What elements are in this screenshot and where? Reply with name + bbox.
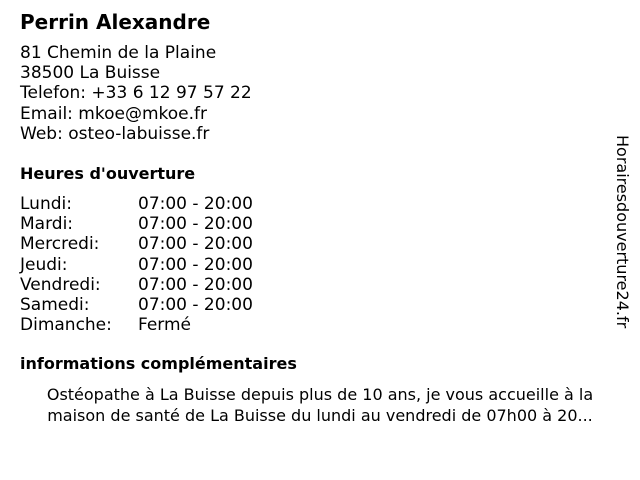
website-text: Web: osteo-labuisse.fr — [20, 123, 210, 144]
hours-heading: Heures d'ouverture — [20, 164, 196, 183]
hours-day: Jeudi: — [20, 254, 68, 275]
hours-day: Mardi: — [20, 214, 74, 235]
hours-row-monday — [20, 194, 253, 214]
email-text: Email: mkoe@mkoe.fr — [20, 103, 207, 124]
hours-time: 07:00 - 20:00 — [138, 274, 253, 295]
hours-row-wednesday — [20, 234, 253, 254]
description-line: maison de santé de La Buisse du lundi au vendredi de 07h00 à 20... — [47, 406, 593, 425]
hours-day: Vendredi: — [20, 274, 101, 295]
hours-time: 07:00 - 20:00 — [138, 194, 253, 214]
opening-hours-table — [20, 194, 253, 335]
address-city: 38500 La Buisse — [20, 63, 161, 84]
info-heading: informations complémentaires — [20, 354, 297, 373]
address-street: 81 Chemin de la Plaine — [20, 43, 217, 63]
business-name: Perrin Alexandre — [20, 10, 211, 34]
hours-time: 07:00 - 20:00 — [138, 254, 253, 275]
hours-row-tuesday — [20, 214, 253, 234]
hours-time: 07:00 - 20:00 — [138, 214, 253, 235]
hours-day: Dimanche: — [20, 315, 112, 336]
site-watermark: Horairesdouverture24.fr — [613, 135, 632, 329]
hours-time: 07:00 - 20:00 — [138, 294, 253, 315]
phone-text: Telefon: +33 6 12 97 57 22 — [20, 83, 252, 104]
hours-row-saturday — [20, 295, 253, 315]
hours-day: Samedi: — [20, 294, 90, 315]
hours-time: 07:00 - 20:00 — [138, 234, 253, 255]
description-line: Ostéopathe à La Buisse depuis plus de 10 ans, je vous accueille à la — [46, 385, 594, 404]
hours-time: Fermé — [138, 315, 192, 336]
hours-row-friday — [20, 275, 253, 295]
hours-day: Mercredi: — [20, 234, 100, 255]
hours-row-sunday — [20, 315, 253, 335]
contact-block — [20, 43, 252, 144]
hours-day: Lundi: — [20, 194, 72, 214]
description-text — [16, 384, 624, 426]
hours-row-thursday — [20, 255, 253, 275]
